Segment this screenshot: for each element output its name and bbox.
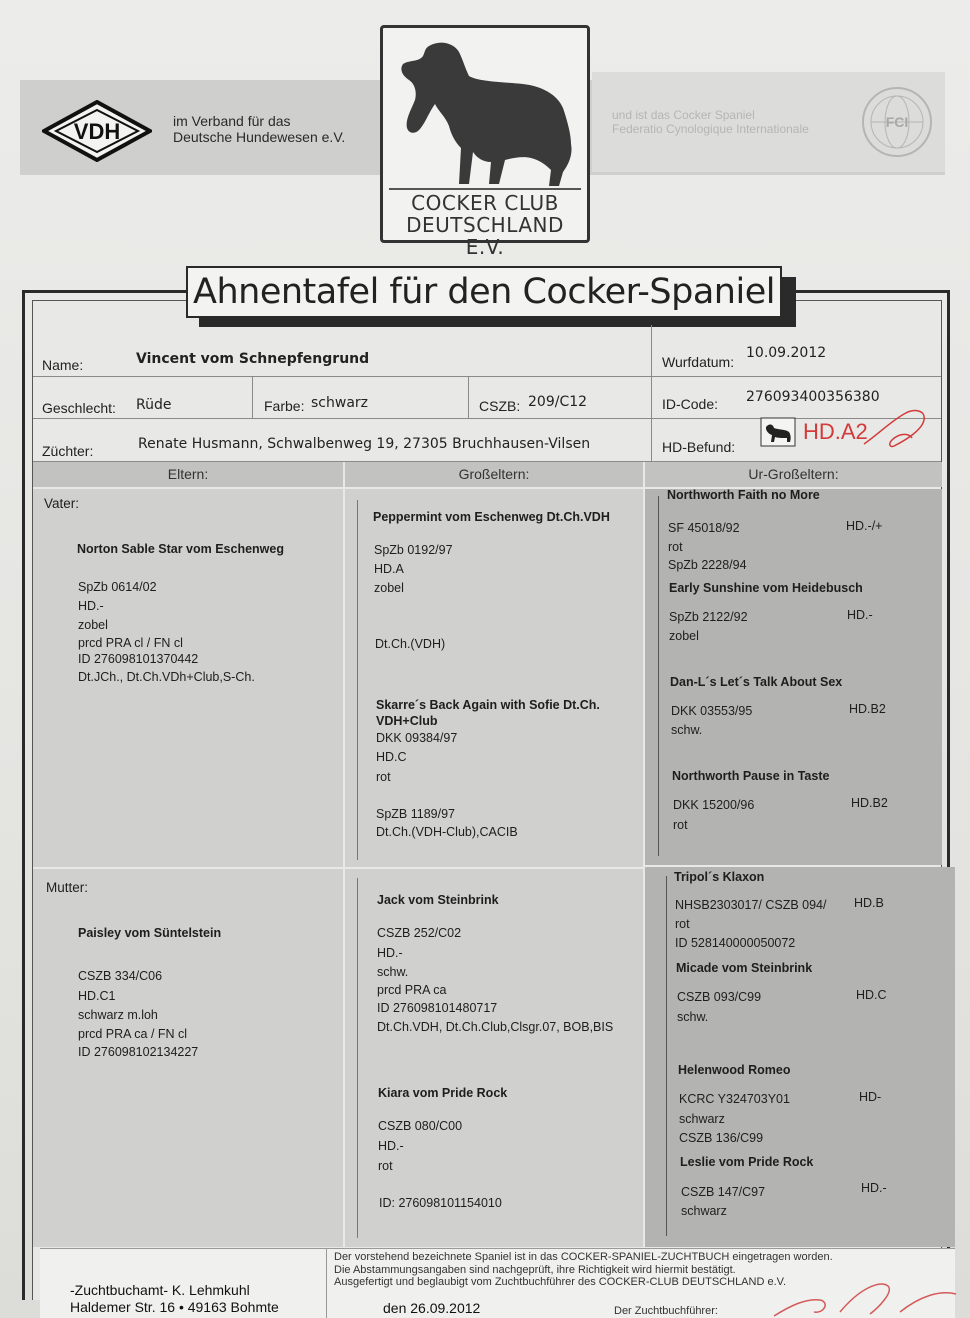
grosselter-line: Dt.Ch.(VDH) <box>375 637 446 651</box>
urgrosselter-line: rot <box>675 917 690 931</box>
wurfdatum-value: 10.09.2012 <box>746 345 827 361</box>
grosselter-name-cont: VDH+Club <box>376 714 438 728</box>
vdh-line-1: im Verband für das <box>173 113 291 129</box>
hdbefund-label: HD-Befund: <box>662 439 736 455</box>
urgrosselter-line: rot <box>668 540 683 554</box>
club-line-2: DEUTSCHLAND E.V. <box>406 213 564 259</box>
zuchtbuchamt-address <box>70 1282 279 1316</box>
grosselter-line: SpZB 1189/97 <box>376 807 455 821</box>
vater-line: prcd PRA cl / FN cl <box>78 636 183 650</box>
urgrosselter-line: schwarz <box>679 1112 725 1126</box>
urgrosselter-line: NHSB2303017/ CSZB 094/ <box>675 898 827 912</box>
urgrosselter-name: Dan-L´s Let´s Talk About Sex <box>670 675 843 689</box>
grosselter-line: Dt.Ch.(VDH-Club),CACIB <box>376 825 518 839</box>
mutter-line: prcd PRA ca / FN cl <box>78 1027 188 1041</box>
club-name <box>389 188 581 258</box>
hd-signature-scribble-icon <box>860 404 932 454</box>
urgrosselter-line: zobel <box>669 629 699 643</box>
urgrosselter-hd: HD.- <box>847 608 873 622</box>
zuechter-value: Renate Husmann, Schwalbenweg 19, 27305 Bruchhausen-Vilsen <box>138 436 591 452</box>
signature-label: Der Zuchtbuchführer: <box>614 1305 718 1317</box>
faded-fci-text <box>612 108 809 136</box>
hd-stamp-dog-icon <box>760 417 796 447</box>
grosselter-line: SpZb 0192/97 <box>374 543 453 557</box>
vater-line: Dt.JCh., Dt.Ch.VDh+Club,S-Ch. <box>78 670 255 684</box>
club-line-1: COCKER CLUB <box>411 191 559 215</box>
handwritten-signature-icon <box>770 1276 960 1318</box>
grosselter-line: ID 276098101480717 <box>377 1001 498 1015</box>
wurfdatum-label: Wurfdatum: <box>662 354 735 370</box>
geschlecht-label: Geschlecht: <box>42 400 116 416</box>
mutter-line: schwarz m.loh <box>78 1008 158 1022</box>
info-divider-2 <box>468 377 469 419</box>
footer-left-line-1: -Zuchtbuchamt- K. Lehmkuhl <box>70 1282 250 1298</box>
fci-logo-text: FCI <box>885 114 909 130</box>
col-header-urgrosseltern: Ur-Großeltern: <box>645 462 942 487</box>
cocker-spaniel-silhouette-icon <box>395 38 575 186</box>
grosselter-line: CSZB 080/C00 <box>378 1119 463 1133</box>
grosselter-name: Kiara vom Pride Rock <box>378 1086 508 1100</box>
urgrosselter-line: schw. <box>671 723 703 737</box>
name-label: Name: <box>42 357 84 373</box>
urgrosselter-name: Northworth Faith no More <box>667 488 820 502</box>
urgrosselter-hd: HD- <box>859 1090 882 1104</box>
urgrosselter-line: KCRC Y324703Y01 <box>679 1092 790 1106</box>
grosselter-line: prcd PRA ca <box>377 983 447 997</box>
faded-line-2: Federatio Cynologique Internationale <box>612 122 809 136</box>
urgrosselter-line: ID 528140000050072 <box>675 936 796 950</box>
urgrosselter-line: SpZb 2228/94 <box>668 558 747 572</box>
name-value: Vincent vom Schnepfengrund <box>136 351 370 367</box>
mutter-name: Paisley vom Süntelstein <box>78 926 222 940</box>
vater-line: SpZb 0614/02 <box>78 580 157 594</box>
vdh-association-text <box>173 113 345 145</box>
grosselter-line: ID: 276098101154010 <box>379 1196 502 1210</box>
urgrosselter-line: CSZB 093/C99 <box>677 990 762 1004</box>
grosselter-line: DKK 09384/97 <box>376 731 458 745</box>
footer-left-line-2: Haldemer Str. 16 • 49163 Bohmte <box>70 1299 279 1315</box>
urgrosselter-line: SF 45018/92 <box>668 521 740 535</box>
grosselter-line: HD.- <box>377 946 403 960</box>
urgrosselter-hd: HD.B2 <box>851 796 888 810</box>
farbe-value: schwarz <box>311 395 368 411</box>
info-divider-right <box>651 325 652 462</box>
farbe-label: Farbe: <box>264 398 305 414</box>
footer-right-line-2: Die Abstammungsangaben sind nachgeprüft, ihre Richtigkeit wird hiermit bestätigt. <box>334 1263 736 1276</box>
cszb-label: CSZB: <box>479 398 521 414</box>
grosseltern-bracket-1 <box>357 500 358 860</box>
grosseltern-bracket-2 <box>357 878 358 1238</box>
grosselter-line: rot <box>378 1159 393 1173</box>
cszb-value: 209/C12 <box>528 394 588 410</box>
urgrosselter-name: Micade vom Steinbrink <box>676 961 813 975</box>
urgrosselter-line: CSZB 136/C99 <box>679 1131 764 1145</box>
grosselter-line: HD.A <box>374 562 404 576</box>
urgrosselter-line: rot <box>673 818 688 832</box>
hd-befund-value: HD.A2 <box>803 419 868 444</box>
grosselter-line: HD.C <box>376 750 407 764</box>
vdh-logo-text: VDH <box>73 119 121 144</box>
vdh-logo <box>42 100 152 162</box>
info-divider-1 <box>252 377 253 419</box>
grosselter-name: Skarre´s Back Again with Sofie Dt.Ch. <box>376 698 600 712</box>
faded-line-1: und ist das Cocker Spaniel <box>612 108 755 122</box>
mutter-line: CSZB 334/C06 <box>78 969 163 983</box>
urgrosselter-line: CSZB 147/C97 <box>681 1185 766 1199</box>
urgrosselter-hd: HD.-/+ <box>846 519 883 533</box>
urgrosselter-name: Leslie vom Pride Rock <box>680 1155 814 1169</box>
mutter-line: HD.C1 <box>78 989 116 1003</box>
fci-logo <box>860 85 934 159</box>
urgrosselter-hd: HD.B2 <box>849 702 886 716</box>
urgrosselter-name: Helenwood Romeo <box>678 1063 791 1077</box>
col-header-eltern: Eltern: <box>33 462 343 487</box>
vater-name: Norton Sable Star vom Eschenweg <box>77 542 284 556</box>
vater-line: zobel <box>78 618 108 632</box>
footer-right-line-1: Der vorstehend bezeichnete Spaniel ist in das COCKER-SPANIEL-ZUCHTBUCH eingetragen worden. <box>334 1251 833 1263</box>
urgrosselter-line: schwarz <box>681 1204 727 1218</box>
urgrosselter-line: DKK 15200/96 <box>673 798 755 812</box>
grosselter-name: Jack vom Steinbrink <box>377 893 499 907</box>
grosselter-line: Dt.Ch.VDH, Dt.Ch.Club,Clsgr.07, BOB,BIS <box>377 1020 614 1034</box>
urgrosselter-line: SpZb 2122/92 <box>669 610 748 624</box>
urgrosseltern-bracket-2 <box>666 876 667 1236</box>
vater-line: ID 276098101370442 <box>78 652 199 666</box>
footer-divider <box>326 1248 327 1318</box>
grosselter-line: CSZB 252/C02 <box>377 926 462 940</box>
urgrosseltern-bracket-1 <box>658 496 659 856</box>
urgrosselter-hd: HD.- <box>861 1181 887 1195</box>
footer-right-line-3: Ausgefertigt und beglaubigt vom Zuchtbuchführer des COCKER-CLUB DEUTSCHLAND e.V. <box>334 1276 787 1288</box>
grosselter-name: Peppermint vom Eschenweg Dt.Ch.VDH <box>373 510 610 524</box>
urgrosselter-line: schw. <box>677 1010 709 1024</box>
vater-line: HD.- <box>78 599 104 613</box>
grosselter-line: HD.- <box>378 1139 404 1153</box>
mutter-line: ID 276098102134227 <box>78 1045 199 1059</box>
geschlecht-value: Rüde <box>136 397 172 413</box>
certification-date: den 26.09.2012 <box>383 1300 481 1316</box>
urgrosselter-name: Tripol´s Klaxon <box>674 870 765 884</box>
document-title: Ahnentafel für den Cocker-Spaniel <box>186 266 782 318</box>
grosselter-line: schw. <box>377 965 409 979</box>
urgrosselter-name: Northworth Pause in Taste <box>672 769 830 783</box>
grosselter-line: zobel <box>374 581 404 595</box>
idcode-label: ID-Code: <box>662 396 719 412</box>
idcode-value: 276093400356380 <box>746 389 880 405</box>
col-header-grosseltern: Großeltern: <box>345 462 643 487</box>
vdh-line-2: Deutsche Hundewesen e.V. <box>173 129 346 145</box>
urgrosselter-name: Early Sunshine vom Heidebusch <box>669 581 863 595</box>
urgrosselter-line: DKK 03553/95 <box>671 704 753 718</box>
vater-label: Vater: <box>44 496 80 511</box>
urgrosselter-hd: HD.B <box>854 896 884 910</box>
mutter-label: Mutter: <box>46 880 89 895</box>
urgrosselter-hd: HD.C <box>856 988 887 1002</box>
zuechter-label: Züchter: <box>42 443 94 459</box>
cocker-club-logo <box>380 25 590 259</box>
grosselter-line: rot <box>376 770 391 784</box>
